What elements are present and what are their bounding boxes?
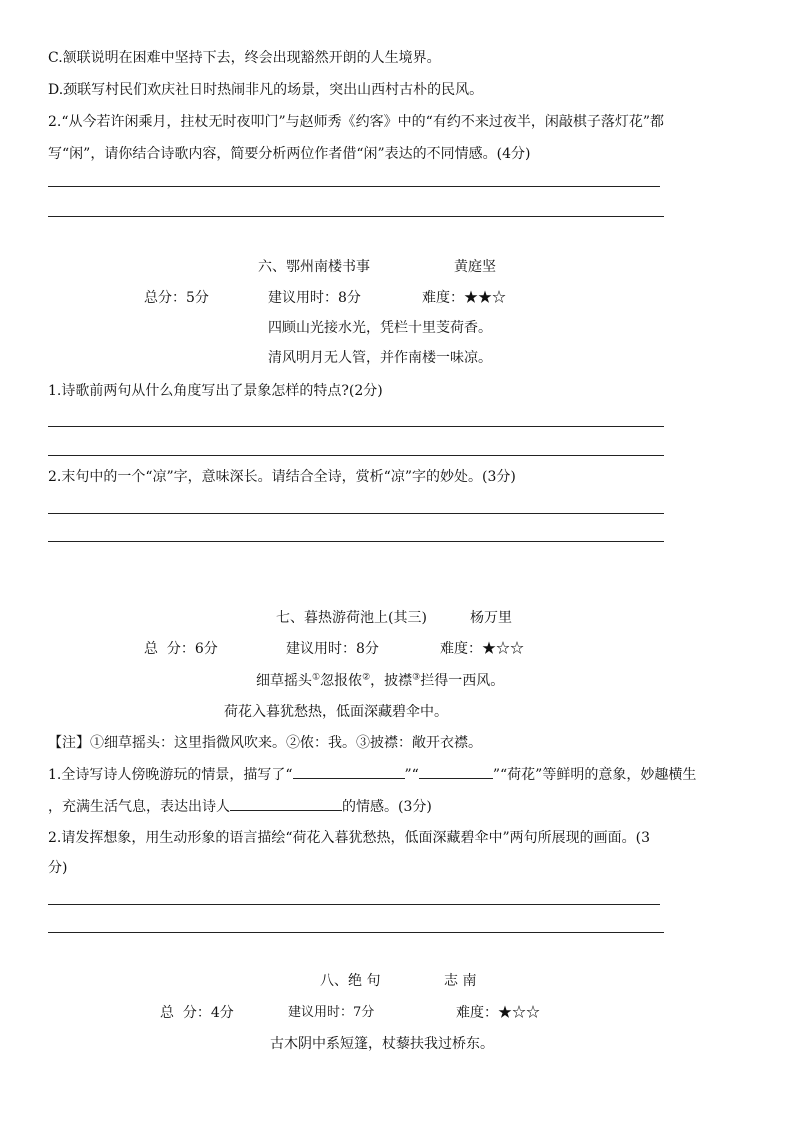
footnote-marker: ③: [412, 672, 421, 683]
answer-line[interactable]: [48, 541, 664, 542]
poem-text: 细草摇头: [256, 673, 312, 689]
question-text: 1.全诗写诗人傍晚游玩的情景，描写了“: [48, 767, 293, 783]
section7-note: 【注】①细草摇头：这里指微风吹来。②侬：我。③披襟：敞开衣襟。: [48, 735, 482, 751]
section6-author: 黄庭坚: [454, 259, 496, 275]
section7-difficulty: 难度：★☆☆: [440, 641, 524, 657]
answer-line[interactable]: [48, 455, 664, 456]
section8-poem-line1: 古木阴中系短篷，杖藜扶我过桥东。: [270, 1036, 494, 1052]
section7-suggested-time: 建议用时：8分: [286, 641, 379, 657]
section6-poem-line2: 清风明月无人管，并作南楼一味凉。: [268, 350, 492, 366]
section7-title: 七、暮热游荷池上(其三): [276, 610, 427, 626]
section6-question-1: 1.诗歌前两句从什么角度写出了景象怎样的特点?(2分): [48, 383, 383, 399]
fill-blank-1[interactable]: [293, 764, 405, 779]
footnote-marker: ①: [312, 672, 321, 683]
poem-text: ，披襟: [370, 673, 413, 689]
answer-line[interactable]: [48, 186, 660, 187]
option-d: D.颈联写村民们欢庆社日时热闹非凡的场景，突出山西村古朴的民风。: [48, 82, 484, 98]
section6-poem-line1: 四顾山光接水光，凭栏十里芰荷香。: [268, 320, 492, 336]
section6-title: 六、鄂州南楼书事: [258, 259, 370, 275]
question-text: ”“荷花”等鲜明的意象，妙趣横生: [492, 767, 697, 783]
poem-text: 拦得一西风。: [420, 673, 505, 689]
fill-blank-2[interactable]: [419, 764, 493, 779]
section7-question-2-line1: 2.请发挥想象，用生动形象的语言描绘“荷花入暮犹愁热，低面深藏碧伞中”两句所展现的画面。(3: [48, 830, 651, 846]
section6-suggested-time: 建议用时：8分: [268, 290, 361, 306]
section8-author: 志 南: [444, 973, 477, 989]
section8-suggested-time: 建议用时：7分: [288, 1005, 375, 1020]
section6-question-2: 2.末句中的一个“凉”字，意味深长。请结合全诗，赏析“凉”字的妙处。(3分): [48, 469, 516, 485]
question-2-line2: 写“闲”，请你结合诗歌内容，简要分析两位作者借“闲”表达的不同情感。(4分): [48, 146, 531, 162]
option-c: C.颔联说明在困难中坚持下去，终会出现豁然开朗的人生境界。: [48, 50, 441, 66]
section6-difficulty: 难度：★★☆: [422, 290, 506, 306]
section6-total-score: 总分：5分: [144, 290, 209, 306]
answer-line[interactable]: [48, 426, 664, 427]
section7-question-1-line1: [48, 764, 696, 785]
answer-line[interactable]: [48, 932, 664, 933]
footnote-marker: ②: [362, 672, 371, 683]
answer-line[interactable]: [48, 513, 664, 514]
section7-question-2-line2: 分): [48, 860, 68, 876]
answer-line[interactable]: [48, 904, 660, 905]
question-2-line1: 2.“从今若许闲乘月，拄杖无时夜叩门”与赵师秀《约客》中的“有约不来过夜半，闲敲棋子落灯花”都: [48, 114, 664, 130]
section7-poem-line2: 荷花入暮犹愁热，低面深藏碧伞中。: [224, 704, 448, 720]
section7-poem-line1: [256, 671, 504, 691]
question-text: ，充满生活气息，表达出诗人: [48, 799, 230, 815]
fill-blank-3[interactable]: [230, 796, 342, 811]
question-text: ”“: [404, 767, 419, 783]
answer-line[interactable]: [48, 216, 664, 217]
poem-text: 忽报侬: [320, 673, 363, 689]
section8-difficulty: 难度：★☆☆: [456, 1005, 540, 1021]
section8-total-score: 总 分：4分: [160, 1005, 234, 1021]
section7-total-score: 总 分：6分: [144, 641, 218, 657]
question-text: 的情感。(3分): [342, 799, 432, 815]
section7-question-1-line2: [48, 796, 432, 817]
section7-author: 杨万里: [470, 610, 512, 626]
section8-title: 八、绝 句: [320, 973, 381, 989]
